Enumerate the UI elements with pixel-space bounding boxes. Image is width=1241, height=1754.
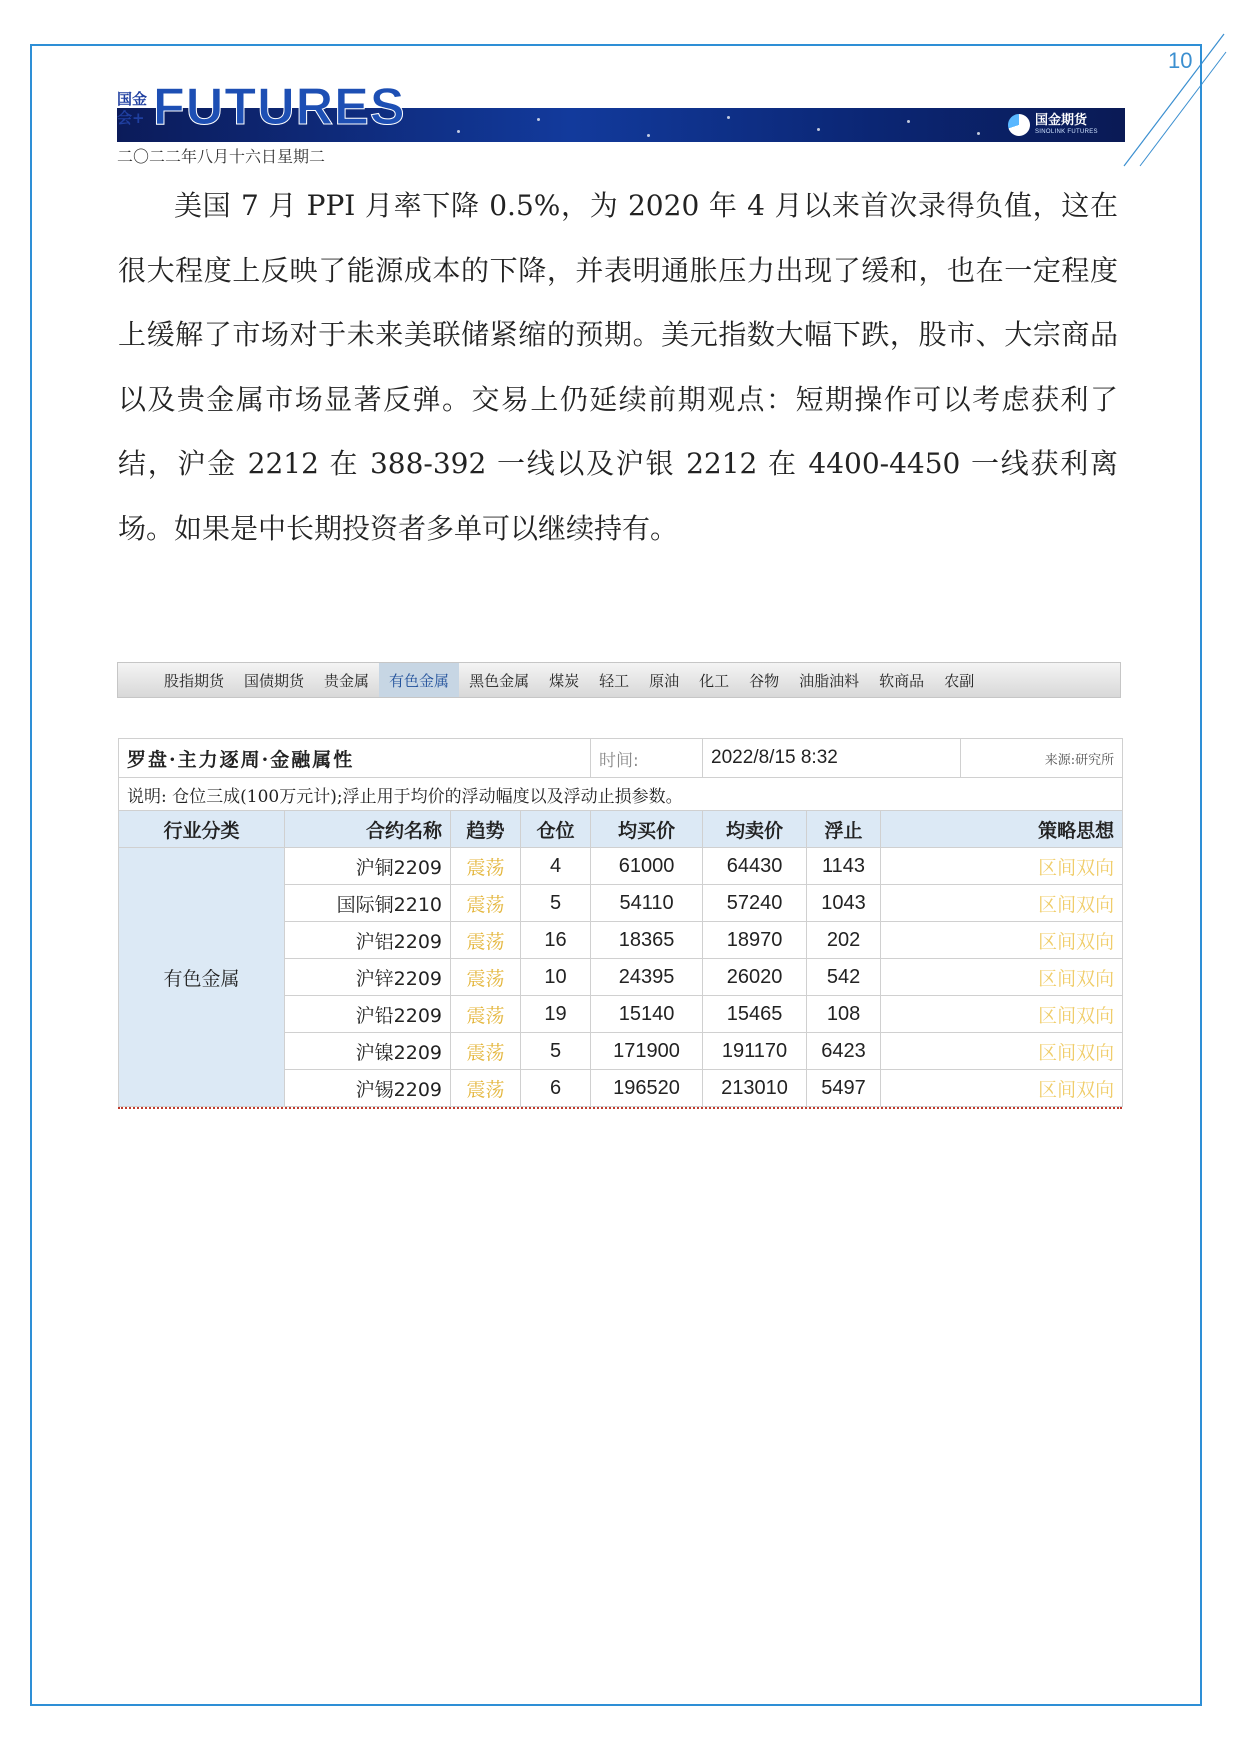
cell-strategy: 区间双向 bbox=[881, 922, 1123, 959]
table-title: 罗盘·主力逐周·金融属性 bbox=[119, 739, 591, 778]
cell-strategy: 区间双向 bbox=[881, 996, 1123, 1033]
cell-float-stop: 1043 bbox=[807, 885, 881, 922]
cell-position: 10 bbox=[521, 959, 591, 996]
cell-trend: 震荡 bbox=[451, 996, 521, 1033]
cell-strategy: 区间双向 bbox=[881, 1070, 1123, 1107]
company-logo bbox=[1008, 113, 1098, 136]
tab-9[interactable]: 谷物 bbox=[749, 671, 780, 690]
cell-avg-sell: 64430 bbox=[703, 848, 807, 885]
company-logo-icon bbox=[1008, 114, 1030, 136]
tab-10[interactable]: 油脂油料 bbox=[799, 671, 860, 690]
cell-position: 6 bbox=[521, 1070, 591, 1107]
cell-float-stop: 202 bbox=[807, 922, 881, 959]
cell-position: 19 bbox=[521, 996, 591, 1033]
report-date: 二〇二二年八月十六日星期二 bbox=[117, 147, 326, 166]
company-name: 国金期货 bbox=[1035, 113, 1088, 128]
company-name-en: SINOLINK FUTURES bbox=[1035, 129, 1098, 135]
table-row bbox=[119, 848, 1123, 885]
cell-avg-sell: 18970 bbox=[703, 922, 807, 959]
header-avg-buy: 均买价 bbox=[591, 811, 703, 848]
header-contract: 合约名称 bbox=[285, 811, 451, 848]
tab-12[interactable]: 农副 bbox=[944, 671, 975, 690]
cell-avg-buy: 18365 bbox=[591, 922, 703, 959]
cell-position: 16 bbox=[521, 922, 591, 959]
cell-avg-buy: 171900 bbox=[591, 1033, 703, 1070]
cell-strategy: 区间双向 bbox=[881, 959, 1123, 996]
cell-avg-sell: 213010 bbox=[703, 1070, 807, 1107]
tab-0[interactable]: 股指期货 bbox=[164, 671, 225, 690]
brand-small: 国金 会+ bbox=[117, 90, 148, 127]
cell-avg-sell: 57240 bbox=[703, 885, 807, 922]
header-float-stop: 浮止 bbox=[807, 811, 881, 848]
body-paragraph: 美国 7 月 PPI 月率下降 0.5%，为 2020 年 4 月以来首次录得负值，这在很大程度上反映了能源成本的下降，并表明通胀压力出现了缓和，也在一定程度上缓解了市场对于未来美联储紧缩的预期。美元指数大幅下跌，股市、大宗商品以及贵金属市场显著反弹。交易上仍延续前期观点：短期操作可以考虑获利了结，沪金 2212 在 388-392 一线以及沪银 2212 在 4400-4450 一线获利离场。如果是中长期投资者多单可以继续持有。 bbox=[118, 189, 1118, 545]
cell-contract: 沪铅2209 bbox=[285, 996, 451, 1033]
cell-strategy: 区间双向 bbox=[881, 885, 1123, 922]
table-bottom-border bbox=[118, 1107, 1122, 1109]
time-label: 时间: bbox=[591, 739, 703, 778]
header-trend: 趋势 bbox=[451, 811, 521, 848]
cell-avg-buy: 61000 bbox=[591, 848, 703, 885]
cell-float-stop: 108 bbox=[807, 996, 881, 1033]
cell-contract: 沪镍2209 bbox=[285, 1033, 451, 1070]
tab-8[interactable]: 化工 bbox=[699, 671, 730, 690]
time-value: 2022/8/15 8:32 bbox=[703, 739, 961, 778]
cell-float-stop: 1143 bbox=[807, 848, 881, 885]
cell-float-stop: 6423 bbox=[807, 1033, 881, 1070]
cell-strategy: 区间双向 bbox=[881, 848, 1123, 885]
cell-trend: 震荡 bbox=[451, 959, 521, 996]
tab-7[interactable]: 原油 bbox=[649, 671, 680, 690]
brand-futures: FUTURES bbox=[153, 78, 406, 136]
cell-trend: 震荡 bbox=[451, 848, 521, 885]
cell-trend: 震荡 bbox=[451, 885, 521, 922]
cell-avg-buy: 196520 bbox=[591, 1070, 703, 1107]
cell-contract: 沪铜2209 bbox=[285, 848, 451, 885]
header-industry: 行业分类 bbox=[119, 811, 285, 848]
page-number: 10 bbox=[1168, 48, 1193, 73]
cell-avg-buy: 15140 bbox=[591, 996, 703, 1033]
cell-float-stop: 542 bbox=[807, 959, 881, 996]
cell-avg-sell: 15465 bbox=[703, 996, 807, 1033]
category-tab-bar bbox=[117, 662, 1121, 698]
table-header bbox=[119, 811, 1123, 848]
cell-avg-buy: 24395 bbox=[591, 959, 703, 996]
table-note: 说明: 仓位三成(100万元计);浮止用于均价的浮动幅度以及浮动止损参数。 bbox=[119, 778, 1123, 811]
header-avg-sell: 均卖价 bbox=[703, 811, 807, 848]
cell-contract: 国际铜2210 bbox=[285, 885, 451, 922]
cell-avg-sell: 191170 bbox=[703, 1033, 807, 1070]
tab-2[interactable]: 贵金属 bbox=[324, 671, 370, 690]
header-strategy: 策略思想 bbox=[881, 811, 1123, 848]
cell-position: 5 bbox=[521, 885, 591, 922]
cell-trend: 震荡 bbox=[451, 922, 521, 959]
tab-4[interactable]: 黑色金属 bbox=[469, 671, 530, 690]
cell-strategy: 区间双向 bbox=[881, 1033, 1123, 1070]
tab-3[interactable]: 有色金属 bbox=[379, 663, 459, 697]
source-label: 来源:研究所 bbox=[961, 739, 1123, 778]
industry-cell: 有色金属 bbox=[119, 848, 285, 1107]
cell-trend: 震荡 bbox=[451, 1033, 521, 1070]
cell-trend: 震荡 bbox=[451, 1070, 521, 1107]
cell-contract: 沪铝2209 bbox=[285, 922, 451, 959]
corner-decoration bbox=[1120, 30, 1230, 170]
cell-avg-buy: 54110 bbox=[591, 885, 703, 922]
cell-avg-sell: 26020 bbox=[703, 959, 807, 996]
cell-contract: 沪锌2209 bbox=[285, 959, 451, 996]
cell-position: 5 bbox=[521, 1033, 591, 1070]
cell-contract: 沪锡2209 bbox=[285, 1070, 451, 1107]
tab-5[interactable]: 煤炭 bbox=[549, 671, 580, 690]
tab-6[interactable]: 轻工 bbox=[599, 671, 630, 690]
compass-table bbox=[118, 738, 1122, 1109]
header-position: 仓位 bbox=[521, 811, 591, 848]
cell-float-stop: 5497 bbox=[807, 1070, 881, 1107]
tab-1[interactable]: 国债期货 bbox=[244, 671, 305, 690]
tab-11[interactable]: 软商品 bbox=[879, 671, 925, 690]
cell-position: 4 bbox=[521, 848, 591, 885]
